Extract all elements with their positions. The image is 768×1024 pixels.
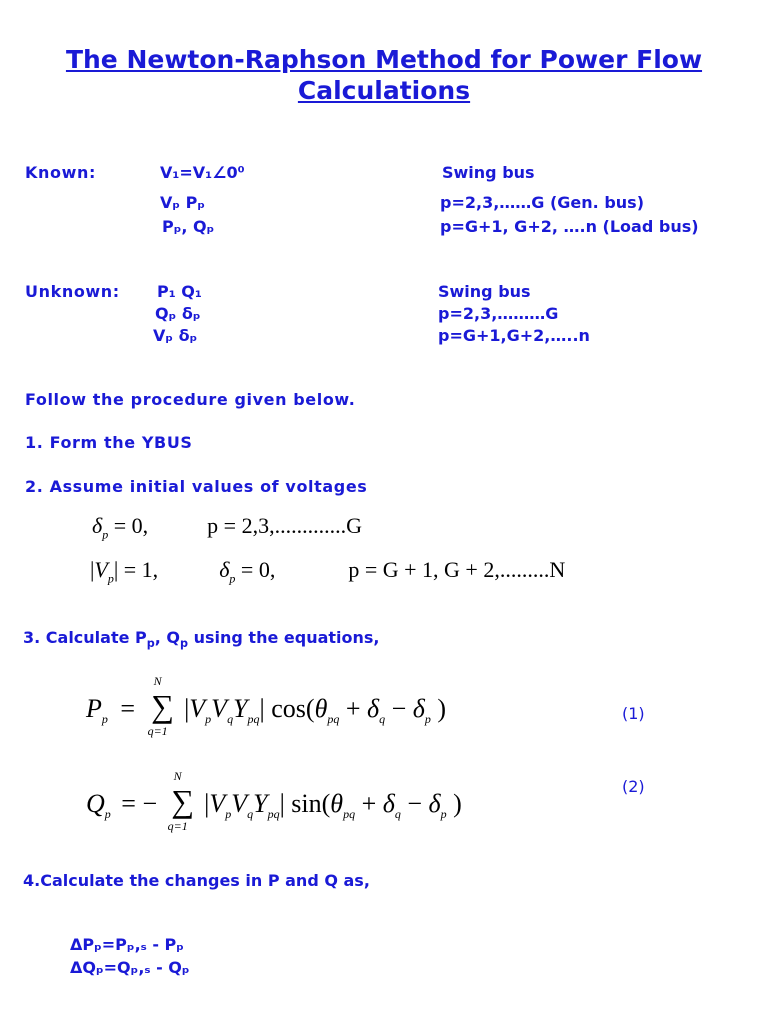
delta-p-formula: ΔPₚ=Pₚ,ₛ - Pₚ <box>70 935 184 954</box>
known-row-3-left: Pₚ, Qₚ <box>162 217 215 236</box>
known-row-2-left: Vₚ Pₚ <box>160 193 206 212</box>
unknown-row-3-right: p=G+1,G+2,…..n <box>438 326 590 345</box>
known-row-1-right: Swing bus <box>442 163 535 182</box>
unknown-row-2-left: Qₚ δₚ <box>155 304 201 323</box>
known-label: Known: <box>25 163 96 182</box>
step-2: 2. Assume initial values of voltages <box>25 477 368 496</box>
title-line-1: The Newton-Raphson Method for Power Flow <box>65 45 703 74</box>
unknown-row-1-right: Swing bus <box>438 282 531 301</box>
step-1: 1. Form the YBUS <box>25 433 193 452</box>
step-3: 3. Calculate $P_p$, $Q_p$ using the equations, <box>23 628 380 651</box>
unknown-label: Unknown: <box>25 282 120 301</box>
known-row-2-right: p=2,3,……G (Gen. bus) <box>440 193 644 212</box>
intro-text: Follow the procedure given below. <box>25 390 356 409</box>
page-title <box>0 44 768 106</box>
unknown-row-3-left: Vₚ δₚ <box>153 326 198 345</box>
unknown-row-2-right: p=2,3,………G <box>438 304 559 323</box>
known-row-3-right: p=G+1, G+2, ….n (Load bus) <box>440 217 699 236</box>
known-row-1-left: V₁=V₁∠0⁰ <box>160 163 245 182</box>
equation-1-number: (1) <box>622 704 645 723</box>
unknown-row-1-left: P₁ Q₁ <box>157 282 202 301</box>
equation-p: $P_p$ = N ∑ q=1 $|V_pV_qY_{pq}|$ $\cos(\theta_{pq} + \delta_q - \delta_p$ ) <box>86 674 447 738</box>
init-equation-2: $|V_p| = 1$, $\delta_p = 0$, p = G + 1, G + 2,.........N <box>90 557 566 586</box>
equation-q: $Q_p$ = − N ∑ q=1 $|V_pV_qY_{pq}|$ $\sin(\theta_{pq} + \delta_q - \delta_p$ ) <box>86 769 462 833</box>
title-line-2: Calculations <box>297 76 471 105</box>
equation-2-number: (2) <box>622 777 645 796</box>
step-4: 4.Calculate the changes in P and Q as, <box>23 871 370 890</box>
init-equation-1: $\delta_p = 0$, p = 2,3,.............G <box>92 513 362 542</box>
delta-q-formula: ΔQₚ=Qₚ,ₛ - Qₚ <box>70 958 190 977</box>
